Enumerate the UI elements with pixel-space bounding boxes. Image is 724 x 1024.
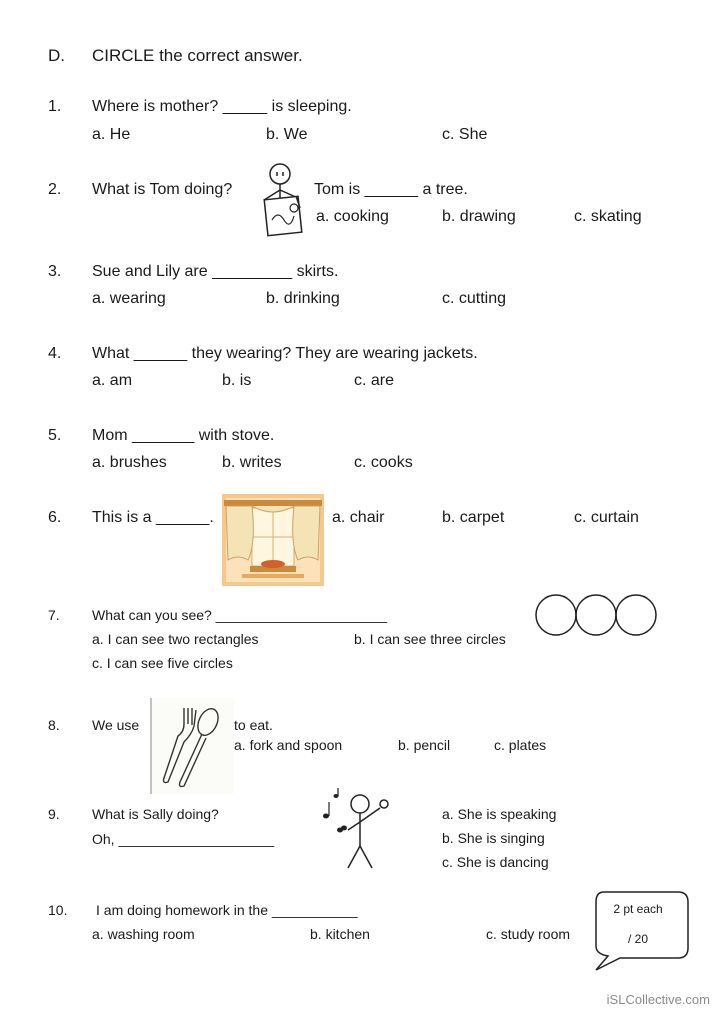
- question-number: 6.: [48, 509, 62, 526]
- question-prompt: Where is mother? _____ is sleeping.: [92, 98, 352, 115]
- question-prompt: What is Sally doing?: [92, 806, 219, 822]
- option-b[interactable]: b. kitchen: [310, 926, 370, 942]
- question-number: 10.: [48, 902, 68, 918]
- option-a[interactable]: a. brushes: [92, 454, 167, 471]
- question-number: 9.: [48, 806, 60, 822]
- option-b[interactable]: b. drinking: [266, 290, 340, 307]
- option-c[interactable]: c. She is dancing: [442, 854, 549, 870]
- question-prompt: Mom _______ with stove.: [92, 427, 275, 444]
- option-b[interactable]: b. We: [266, 126, 308, 143]
- option-a[interactable]: a. wearing: [92, 290, 166, 307]
- option-b[interactable]: b. drawing: [442, 208, 516, 225]
- option-b[interactable]: b. pencil: [398, 737, 451, 753]
- section-instruction: CIRCLE the correct answer.: [92, 46, 303, 65]
- option-a[interactable]: a. I can see two rectangles: [92, 631, 259, 647]
- three-circles-image: [534, 592, 660, 638]
- question-number: 5.: [48, 427, 62, 444]
- option-b[interactable]: b. carpet: [442, 509, 505, 526]
- watermark: iSLCollective.com: [606, 992, 710, 1007]
- option-c[interactable]: c. study room: [486, 926, 571, 942]
- score-total: / 20: [627, 932, 648, 946]
- option-c[interactable]: c. curtain: [574, 509, 639, 526]
- option-a[interactable]: a. cooking: [316, 208, 389, 225]
- option-c[interactable]: c. are: [354, 372, 395, 389]
- section-letter: D.: [48, 46, 65, 65]
- option-c[interactable]: c. She: [442, 126, 488, 143]
- option-c[interactable]: c. skating: [574, 208, 642, 225]
- question-prompt: I am doing homework in the ___________: [96, 902, 358, 918]
- option-b[interactable]: b. She is singing: [442, 830, 545, 846]
- score-per-item: 2 pt each: [613, 902, 663, 916]
- option-a[interactable]: a. He: [92, 126, 131, 143]
- option-a[interactable]: a. am: [92, 372, 133, 389]
- curtain-window-image: [222, 494, 324, 586]
- fork-and-spoon-image: [150, 698, 234, 794]
- option-c[interactable]: c. cooks: [354, 454, 413, 471]
- question-number: 4.: [48, 345, 62, 362]
- option-c[interactable]: c. I can see five circles: [92, 655, 233, 671]
- question-prompt: This is a ______.: [92, 509, 214, 526]
- option-a[interactable]: a. washing room: [92, 926, 195, 942]
- question-number: 2.: [48, 181, 62, 198]
- question-number: 7.: [48, 607, 60, 623]
- option-a[interactable]: a. fork and spoon: [234, 737, 343, 753]
- boy-drawing-icon: [256, 160, 308, 242]
- option-c[interactable]: c. cutting: [442, 290, 507, 307]
- option-a[interactable]: a. She is speaking: [442, 806, 557, 822]
- option-a[interactable]: a. chair: [332, 509, 385, 526]
- question-prompt: Sue and Lily are _________ skirts.: [92, 263, 339, 280]
- question-number: 3.: [48, 263, 62, 280]
- question-prompt-2: Tom is ______ a tree.: [314, 181, 468, 198]
- question-number: 1.: [48, 98, 62, 115]
- option-b[interactable]: b. is: [222, 372, 252, 389]
- option-b[interactable]: b. writes: [222, 454, 282, 471]
- question-number: 8.: [48, 717, 60, 733]
- question-prompt: We use: [92, 717, 140, 733]
- option-b[interactable]: b. I can see three circles: [354, 631, 506, 647]
- option-c[interactable]: c. plates: [494, 737, 547, 753]
- question-prompt: What is Tom doing?: [92, 181, 233, 198]
- question-prompt-2: Oh, ____________________: [92, 831, 275, 847]
- question-prompt-2: to eat.: [234, 717, 273, 733]
- question-prompt: What ______ they wearing? They are wearing jackets.: [92, 345, 478, 362]
- singing-girl-image: [318, 786, 398, 874]
- question-prompt: What can you see? ______________________: [92, 607, 388, 623]
